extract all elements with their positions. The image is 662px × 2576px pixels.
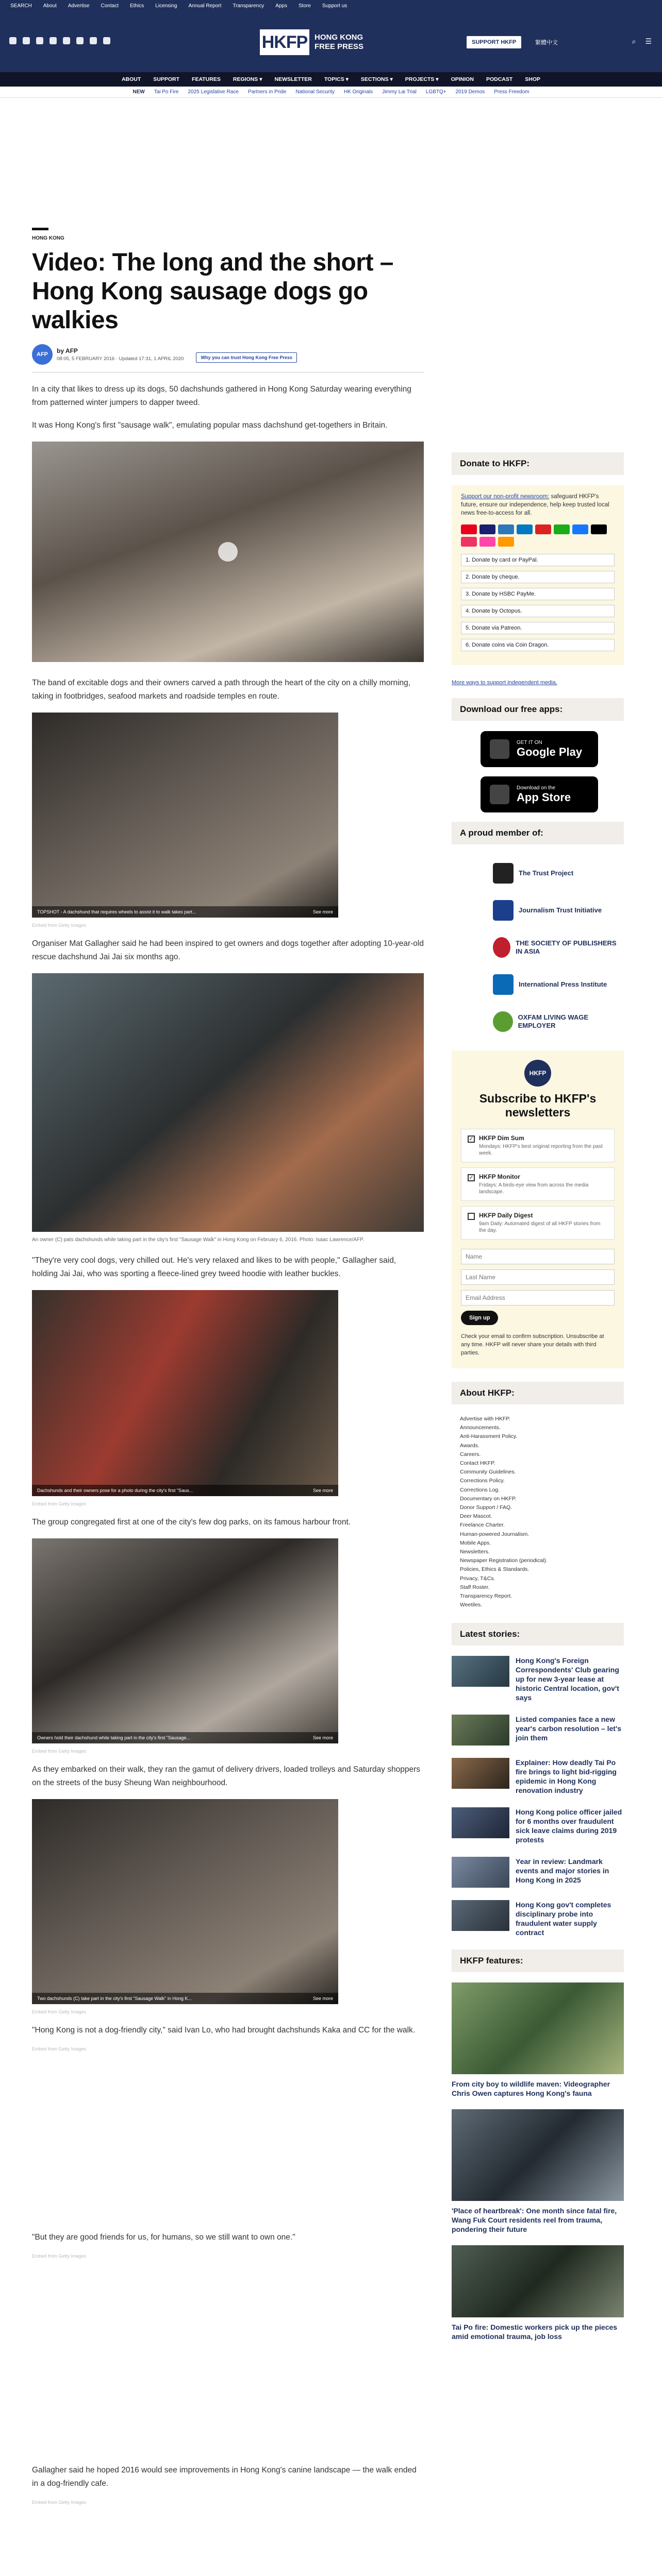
donate-option[interactable]: 1. Donate by card or PayPal. [461,554,615,566]
payme-icon [461,537,477,547]
donate-option[interactable]: 2. Donate by cheque. [461,571,615,583]
wechat-icon [554,524,570,534]
nav-regions[interactable]: REGIONS ▾ [233,76,262,82]
image-caption: Dachshunds and their owners pose for a photo during the city's first "Saus... [37,1488,193,1493]
donate-link[interactable]: Support our non-profit newsroom: [461,494,550,500]
paragraph: "Hong Kong is not a dog-friendly city," said Ivan Lo, who had brought dachshunds Kaka and CC for the walk. [32,2026,416,2035]
latest-story[interactable] [452,1715,624,1745]
trending-bar [0,87,662,98]
nav-projects[interactable]: PROJECTS ▾ [405,76,439,82]
embed-label[interactable]: Embed from Getty Images [32,1501,87,1506]
site-logo[interactable] [260,29,402,56]
google-play-button[interactable] [481,731,598,767]
story-thumbnail [452,1807,509,1838]
newsletter-name: HKFP Dim Sum [479,1134,524,1142]
story-thumbnail [452,1656,509,1687]
topbar-advertise[interactable]: Advertise [68,3,90,9]
topbar-ethics[interactable]: Ethics [129,3,144,9]
support-hkfp-button[interactable]: SUPPORT HKFP [467,36,521,48]
latest-story[interactable] [452,1758,624,1795]
about-link[interactable]: Human-powered Journalism. [460,1531,529,1537]
donate-text: safeguard HKFP's future, ensure our independence, help keep trusted local news free-to-access for all. [461,494,609,516]
nav-shop[interactable]: SHOP [525,76,541,82]
rss-icon[interactable] [103,37,110,44]
newsletter-option-dim-sum[interactable] [461,1129,615,1162]
feature-image[interactable] [452,2245,624,2317]
newsletter-desc: Mondays: HKFP's best original reporting from the past week. [479,1144,603,1156]
email-field[interactable] [461,1290,615,1306]
article-photo [32,973,424,1232]
member-heading: A proud member of: [452,822,624,844]
topbar-support-us[interactable]: Support us [322,3,347,9]
paragraph: Gallagher said he hoped 2016 would see improvements in Hong Kong's canine landscape — the walk ended in a dog-friendly cafe. [32,2466,417,2488]
newsletter-box [452,1050,624,1368]
feature-title[interactable]: Tai Po fire: Domestic workers pick up the pieces amid emotional trauma, job loss [452,2323,618,2341]
article [32,228,424,2576]
google-play-label: Google Play [517,745,583,758]
alipay-icon [572,524,588,534]
trending-item[interactable]: Jimmy Lai Trial [382,89,417,95]
oxfam-logo [493,1011,513,1032]
newsletter-name: HKFP Monitor [479,1173,520,1180]
trending-item[interactable]: LGBTQ+ [425,89,446,95]
apps-heading: Download our free apps: [452,698,624,721]
newsletter-fine-print: Check your email to confirm subscription. Unsubscribe at any time. HKFP will never share your details with third parties. [461,1333,604,1356]
donate-option[interactable]: 5. Donate via Patreon. [461,622,615,634]
newsletter-title: Subscribe to HKFP's newsletters [479,1092,597,1119]
about-link[interactable]: Announcements. [460,1425,501,1431]
topbar-search[interactable]: SEARCH [10,3,32,9]
kicker-rule [32,228,48,230]
nav-support[interactable]: SUPPORT [153,76,180,82]
nav-podcast[interactable]: PODCAST [486,76,513,82]
newsletter-desc: 9am Daily: Automated digest of all HKFP stories from the day. [479,1221,601,1233]
photo-caption: An owner (C) pats dachshunds while taking part in the city's first "Sausage Walk" in Hong Kong on February 6, 2016. Photo: Isaac Lawrence/AFP. [32,1237,365,1243]
logo-line2: FREE PRESS [315,42,364,51]
applepay-icon [591,524,607,534]
image-caption-bar [32,1993,338,2004]
embed-placeholder [32,2061,424,2231]
about-link[interactable]: Transparency Report. [460,1593,512,1600]
site-header [0,11,662,72]
getty-image[interactable] [32,1290,338,1496]
paragraph: It was Hong Kong's first "sausage walk", emulating popular mass dachshund get-togethers in Britain. [32,421,388,430]
trending-item[interactable]: Press Freedom [494,89,529,95]
feature-title[interactable]: From city boy to wildlife maven: Videographer Chris Owen captures Hong Kong's fauna [452,2080,610,2098]
about-link[interactable]: Community Guidelines. [460,1469,516,1476]
newsletter-logo: HKFP [524,1060,551,1087]
topbar-store[interactable]: Store [299,3,311,9]
latest-story[interactable] [452,1857,624,1888]
main-navigation [0,72,662,87]
see-more-link[interactable]: See more [312,1735,333,1740]
ipi-logo [493,974,514,995]
story-thumbnail [452,1758,509,1789]
member-trust-project[interactable] [452,855,624,892]
donate-option[interactable]: 4. Donate by Octopus. [461,605,615,617]
last-name-field[interactable] [461,1269,615,1285]
article-category[interactable]: HONG KONG [32,235,64,241]
feature-image[interactable] [452,1982,624,2074]
top-utility-bar [0,0,662,11]
member-label: Journalism Trust Initiative [519,906,602,914]
about-link[interactable]: Mobile Apps. [460,1539,491,1546]
image-caption: Two dachshunds (C) take part in the city's first "Sausage Walk" in Hong K... [37,1996,192,2001]
newsletter-option-monitor[interactable] [461,1167,615,1201]
nav-newsletter[interactable]: NEWSLETTER [274,76,312,82]
payment-icons [461,524,615,547]
nav-opinion[interactable]: OPINION [451,76,474,82]
about-link[interactable]: Corrections Policy. [460,1478,505,1484]
nav-topics[interactable]: TOPICS ▾ [324,76,349,82]
social-links [9,37,110,44]
trending-item[interactable]: HK Originals [343,89,373,95]
visa-icon [479,524,495,534]
embed-placeholder [32,2268,424,2464]
member-jti[interactable] [452,892,624,929]
about-link[interactable]: Newspaper Registration (periodical). [460,1557,548,1564]
topbar-about[interactable]: About [43,3,57,9]
about-link[interactable]: Privacy, T&Cs. [460,1575,495,1582]
linkedin-icon[interactable] [63,37,70,44]
about-heading: About HKFP: [452,1382,624,1404]
nav-about[interactable]: ABOUT [121,76,141,82]
about-link[interactable]: Weetiles. [460,1602,482,1608]
trending-item[interactable]: National Security [295,89,335,95]
about-link[interactable]: Careers. [460,1451,481,1458]
instagram-icon[interactable] [36,37,43,44]
sidebar [452,452,624,2352]
checkbox[interactable] [468,1213,475,1220]
topbar-apps[interactable]: Apps [275,3,287,9]
google-play-icon [490,739,509,759]
jti-logo [493,900,514,921]
menu-icon[interactable]: ☰ [645,37,652,45]
embed-label[interactable]: Embed from Getty Images [32,2046,87,2052]
topbar-annual-report[interactable]: Annual Report [188,3,222,9]
more-ways-link[interactable]: More ways to support independent media. [452,680,557,686]
x-icon[interactable] [23,37,30,44]
story-title[interactable]: Explainer: How deadly Tai Po fire brings to light bid-rigging epidemic in Hong Kong renovation industry [516,1758,617,1795]
about-link[interactable]: Deer Mascot. [460,1513,492,1520]
story-title[interactable]: Listed companies face a new year's carbon resolution – let's join them [516,1715,622,1742]
features-heading: HKFP features: [452,1950,624,1972]
topbar-licensing[interactable]: Licensing [155,3,177,9]
story-title[interactable]: Hong Kong police officer jailed for 6 months over fraudulent sick leave claims during 2019 protests [516,1808,622,1844]
embed-label[interactable]: Embed from Getty Images [32,923,87,928]
app-store-label: App Store [517,790,571,804]
trending-item[interactable]: 2019 Demos [455,89,485,95]
trending-item[interactable]: 2025 Legislative Race [188,89,239,95]
donate-heading: Donate to HKFP: [452,452,624,475]
trust-project-logo [493,863,514,884]
author-label: AFP [65,347,78,354]
story-thumbnail [452,1900,509,1931]
article-title: Video: The long and the short – Hong Kong sausage dogs go walkies [32,249,393,334]
about-link[interactable]: Staff Roster. [460,1584,490,1590]
newsletter-desc: Fridays: A birds-eye view from across the media landscape. [479,1182,589,1195]
about-link[interactable]: Advertise with HKFP. [460,1416,510,1422]
signup-button[interactable]: Sign up [461,1311,498,1325]
donate-option[interactable]: 6. Donate coins via Coin Dragon. [461,639,615,651]
spacer [32,667,424,676]
paypal-icon [517,524,533,534]
paragraph: The group congregated first at one of the city's few dog parks, on its famous harbour front. [32,1518,351,1527]
logo-mark: HKFP [260,29,309,55]
embed-label[interactable]: Embed from Getty Images [32,2253,87,2259]
member-sopa[interactable] [452,929,624,966]
app-store-small: Download on the [517,785,556,791]
embed-label[interactable]: Embed from Getty Images [32,2009,87,2014]
story-title[interactable]: Hong Kong's Foreign Correspondents' Club gearing up for new 3-year lease at historic Central location, gov't says [516,1656,619,1702]
member-label: OXFAM LIVING WAGE EMPLOYER [518,1013,589,1029]
play-icon[interactable] [218,542,238,562]
app-store-button[interactable] [481,776,598,812]
latest-story[interactable] [452,1807,624,1844]
author-name[interactable] [57,347,184,354]
getty-image[interactable] [32,1799,338,2004]
apple-icon [490,785,509,804]
logo-line1: HONG KONG [315,33,363,42]
name-field[interactable] [461,1249,615,1264]
image-caption-bar [32,1732,338,1743]
embed-placeholder [32,2514,424,2576]
about-link[interactable]: Awards. [460,1442,479,1449]
byline [32,344,424,372]
about-links [452,1415,624,1609]
topbar-contact[interactable]: Contact [101,3,119,9]
trust-badge[interactable]: Why you can trust Hong Kong Free Press [196,352,297,363]
checkbox[interactable]: ✓ [468,1174,475,1181]
by-prefix: by [57,347,64,354]
fps-icon [479,537,495,547]
story-thumbnail [452,1857,509,1888]
checkbox[interactable]: ✓ [468,1136,475,1143]
publish-date: 08:05, 5 FEBRUARY 2016 · Updated 17:31, 1 APRIL 2020 [57,356,184,362]
embed-label[interactable]: Embed from Getty Images [32,1749,87,1754]
member-ipi[interactable] [452,966,624,1003]
see-more-link[interactable]: See more [312,909,333,914]
topbar-transparency[interactable]: Transparency [233,3,264,9]
donate-box [452,485,624,665]
trending-item[interactable]: Partners in Pride [247,89,287,95]
getty-image[interactable] [32,1538,338,1743]
about-link[interactable]: Freelance Charter. [460,1522,505,1529]
about-link[interactable]: Policies, Ethics & Standards. [460,1566,529,1573]
see-more-link[interactable]: See more [312,1488,333,1493]
member-label: The Trust Project [519,869,574,877]
story-title[interactable]: Year in review: Landmark events and major stories in Hong Kong in 2025 [516,1857,609,1885]
latest-heading: Latest stories: [452,1623,624,1646]
about-link[interactable]: Corrections Log. [460,1486,500,1493]
member-label: THE SOCIETY OF PUBLISHERS IN ASIA [516,939,617,955]
story-title[interactable]: Hong Kong gov't completes disciplinary probe into fraudulent water supply contract [516,1901,611,1937]
byline-text [57,347,184,362]
amex-icon [498,524,514,534]
latest-story[interactable] [452,1656,624,1702]
about-link[interactable]: Newsletters. [460,1549,490,1555]
mastercard-icon [461,524,477,534]
image-caption-bar [32,1485,338,1496]
paragraph: "They're very cool dogs, very chilled out. He's very relaxed and likes to be with people," Gallagher said, holding Jai Jai, who was sporting a fleece-lined grey tweed hoodie with leather buckles. [32,1256,396,1278]
feature-title[interactable]: 'Place of heartbreak': One month since fatal fire, Wang Fuk Court residents reel from trauma, pondering their future [452,2207,617,2234]
see-more-link[interactable]: See more [312,1996,333,2001]
language-switch[interactable]: 繁體中文 [535,40,558,46]
image-caption: Owners hold their dachshund while taking part in the city's first "Sausage... [37,1735,191,1740]
newsletter-name: HKFP Daily Digest [479,1212,533,1219]
about-link[interactable]: Contact HKFP. [460,1460,495,1467]
facebook-icon[interactable] [9,37,16,44]
nav-sections[interactable]: SECTIONS ▾ [360,76,393,82]
nav-features[interactable]: FEATURES [192,76,221,82]
donate-intro [461,493,615,517]
story-thumbnail [452,1715,509,1745]
google-play-small: GET IT ON [517,739,542,745]
video-player[interactable] [32,442,424,662]
trending-item[interactable]: Tai Po Fire [154,89,179,95]
member-label: International Press Institute [519,980,607,988]
feature-image[interactable] [452,2109,624,2201]
new-label: NEW [133,89,145,95]
header-icons [632,37,652,46]
newsletter-option-daily-digest[interactable] [461,1206,615,1240]
sopa-logo [493,937,510,958]
donate-option[interactable]: 3. Donate by HSBC PayMe. [461,588,615,600]
threads-icon[interactable] [49,37,57,44]
paragraph: Organiser Mat Gallagher said he had been inspired to get owners and dogs together after adopting 10-year-old rescue dachshund Jai Jai six months ago. [32,939,424,961]
image-caption-bar [32,906,338,918]
about-link[interactable]: Documentary on HKFP. [460,1495,517,1502]
search-icon[interactable]: ⌕ [632,37,636,45]
paragraph: In a city that likes to dress up its dogs, 50 dachshunds gathered in Hong Kong Saturday wearing everything from patterned winter jumpers to dapper tweed. [32,385,411,407]
paragraph: As they embarked on their walk, they ran the gamut of delivery drivers, loaded trolleys and Saturday shoppers on the streets of the busy Sheung Wan neighbourhood. [32,1765,421,1787]
about-link[interactable]: Donor Support / FAQ. [460,1504,512,1511]
embed-label[interactable]: Embed from Getty Images [32,2500,87,2505]
getty-image[interactable] [32,713,338,918]
logo-wordmark [315,33,363,52]
email-icon[interactable] [90,37,97,44]
member-oxfam[interactable] [452,1003,624,1040]
about-link[interactable]: Anti-Harassment Policy. [460,1433,518,1440]
octopus-icon [498,537,514,547]
youtube-icon[interactable] [76,37,84,44]
unionpay-icon [535,524,551,534]
image-caption: TOPSHOT - A dachshund that requires wheels to assist it to walk takes part... [37,909,196,914]
paragraph: The band of excitable dogs and their owners carved a path through the heart of the city on a chilly morning, taking in footbridges, seafood markets and roadside temples en route. [32,679,411,701]
paragraph: "But they are good friends for us, for humans, so we still want to own one." [32,2233,295,2242]
latest-story[interactable] [452,1900,624,1937]
author-avatar[interactable]: AFP [32,344,53,365]
